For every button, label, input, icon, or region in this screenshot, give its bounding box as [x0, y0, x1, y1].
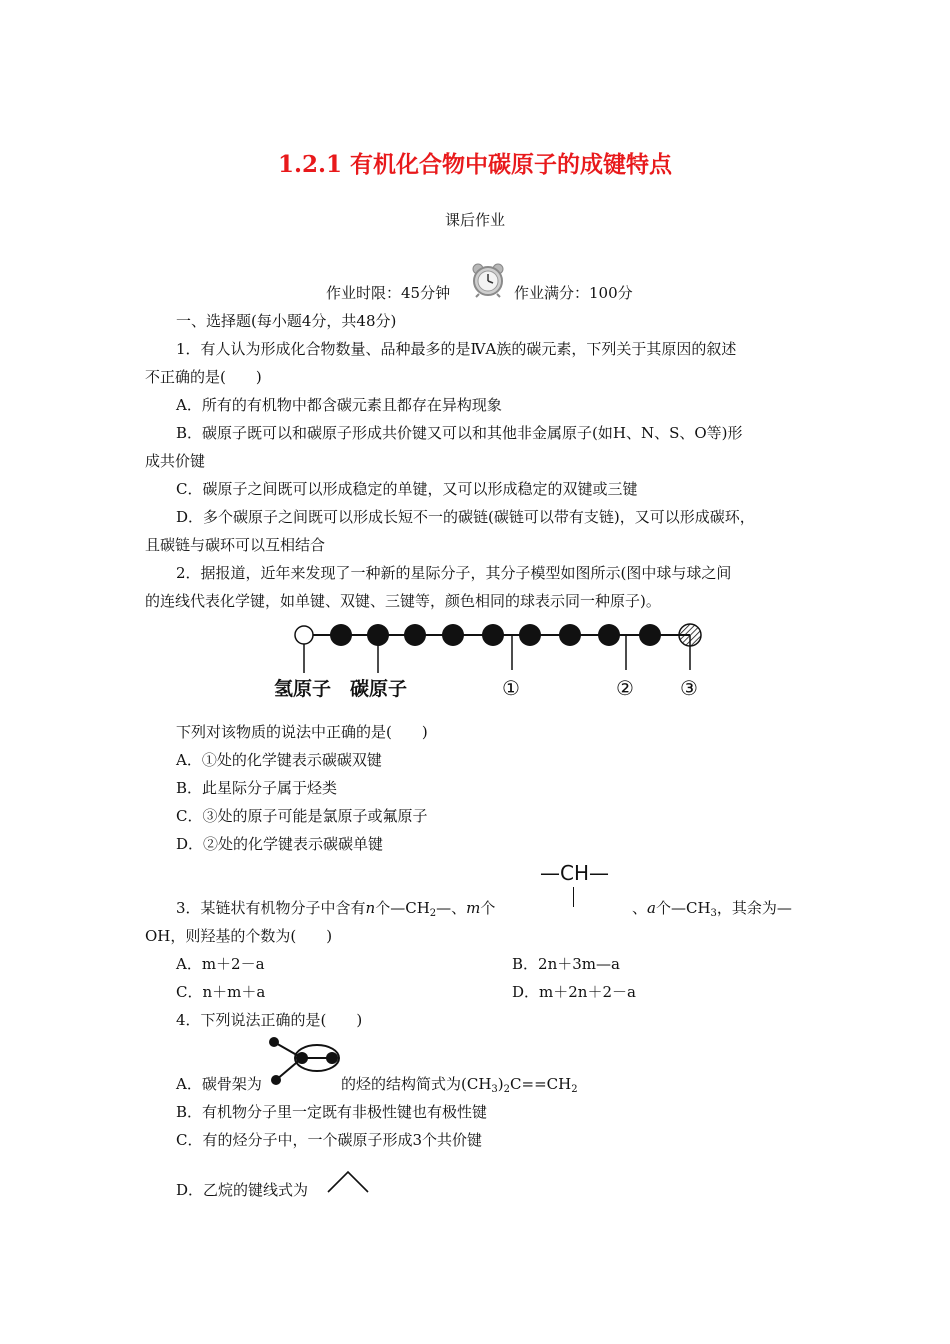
label-1: ① — [502, 676, 520, 700]
ethane-skeletal-figure — [326, 1168, 372, 1196]
q1-option-b-line2: 成共价键 — [145, 452, 206, 470]
q1-stem-line2: 不正确的是( ) — [145, 368, 262, 386]
q3-option-d: D．m＋2n＋2－a — [512, 983, 636, 1001]
q4-option-a-prefix: A．碳骨架为 — [176, 1075, 262, 1093]
q3-stem-line1-tail: 、a个$—CH_3$，其余为— — [632, 899, 792, 919]
q1-option-b-line1: B．碳原子既可以和碳原子形成共价键又可以和其他非金属原子(如H、N、S、O等)形 — [176, 424, 743, 442]
q1-option-d-line2: 且碳链与碳环可以互相结合 — [145, 536, 326, 554]
q1-option-c: C．碳原子之间既可以形成稳定的单键，又可以形成稳定的双键或三键 — [176, 480, 638, 498]
q4-option-d: D．乙烷的键线式为 — [176, 1181, 309, 1199]
label-2: ② — [616, 676, 634, 700]
q2-option-d: D．②处的化学键表示碳碳单键 — [176, 835, 384, 853]
carbon-atom — [639, 624, 661, 646]
carbon-skeleton-figure — [266, 1034, 342, 1086]
q2-stem-line2: 的连线代表化学键，如单键、双键、三键等，颜色相同的球表示同一种原子)。 — [145, 592, 661, 610]
label-carbon: 碳原子 — [350, 678, 408, 700]
q4-option-a-formula: 的烃的结构简式为$(CH_3)_2C==CH_2$ — [341, 1075, 578, 1095]
carbon-atom — [598, 624, 620, 646]
q3-option-c: C．n＋m＋a — [176, 983, 266, 1001]
molecule-diagram — [260, 618, 720, 708]
q2-option-b: B．此星际分子属于烃类 — [176, 779, 338, 797]
page-subtitle: 课后作业 — [444, 211, 505, 229]
hydrogen-atom — [295, 626, 313, 644]
label-3: ③ — [680, 676, 698, 700]
carbon-atom — [559, 624, 581, 646]
q3-option-a: A．m＋2－a — [176, 955, 265, 973]
q4-option-b: B．有机物分子里一定既有非极性键也有极性键 — [176, 1103, 488, 1121]
q3-stem-line2: OH，则羟基的个数为( ) — [145, 927, 333, 945]
time-limit: 作业时限：45分钟 — [326, 284, 451, 302]
carbon-atom — [519, 624, 541, 646]
q2-option-a: A．①处的化学键表示碳碳双键 — [176, 751, 382, 769]
section-heading: 一、选择题(每小题4分，共48分) — [176, 312, 397, 330]
carbon-atom — [482, 624, 504, 646]
q3-stem-line1: 3．某链状有机物分子中含有n个$—CH_2—$、m个 — [176, 899, 496, 919]
carbon-atom — [404, 624, 426, 646]
label-hydrogen: 氢原子 — [274, 678, 332, 700]
carbon-atom — [330, 624, 352, 646]
q4-stem: 4．下列说法正确的是( ) — [176, 1011, 363, 1029]
full-score: 作业满分：100分 — [514, 284, 633, 302]
q1-option-d-line1: D．多个碳原子之间既可以形成长短不一的碳链(碳链可以带有支链)，又可以形成碳环， — [176, 508, 755, 526]
ch-group-formula: —CH— — [540, 861, 610, 885]
q2-stem-line1: 2．据报道，近年来发现了一种新的星际分子，其分子模型如图所示(图中球与球之间 — [176, 564, 732, 582]
alarm-clock-icon — [470, 262, 506, 298]
q1-stem-line1: 1．有人认为形成化合物数量、品种最多的是ⅣA族的碳元素，下列关于其原因的叙述 — [176, 340, 737, 358]
q2-option-c: C．③处的原子可能是氯原子或氟原子 — [176, 807, 428, 825]
unknown-atom-3 — [679, 624, 701, 646]
q2-question: 下列对该物质的说法中正确的是( ) — [176, 723, 428, 741]
ch-group-bond — [573, 887, 574, 907]
q1-option-a: A．所有的有机物中都含碳元素且都存在异构现象 — [176, 396, 502, 414]
carbon-atom — [367, 624, 389, 646]
q4-option-c: C．有的烃分子中，一个碳原子形成3个共价键 — [176, 1131, 483, 1149]
q3-option-b: B．2n＋3m—a — [512, 955, 620, 973]
carbon-atom — [442, 624, 464, 646]
page-title: 1.2.1 有机化合物中碳原子的成键特点 — [277, 151, 673, 178]
